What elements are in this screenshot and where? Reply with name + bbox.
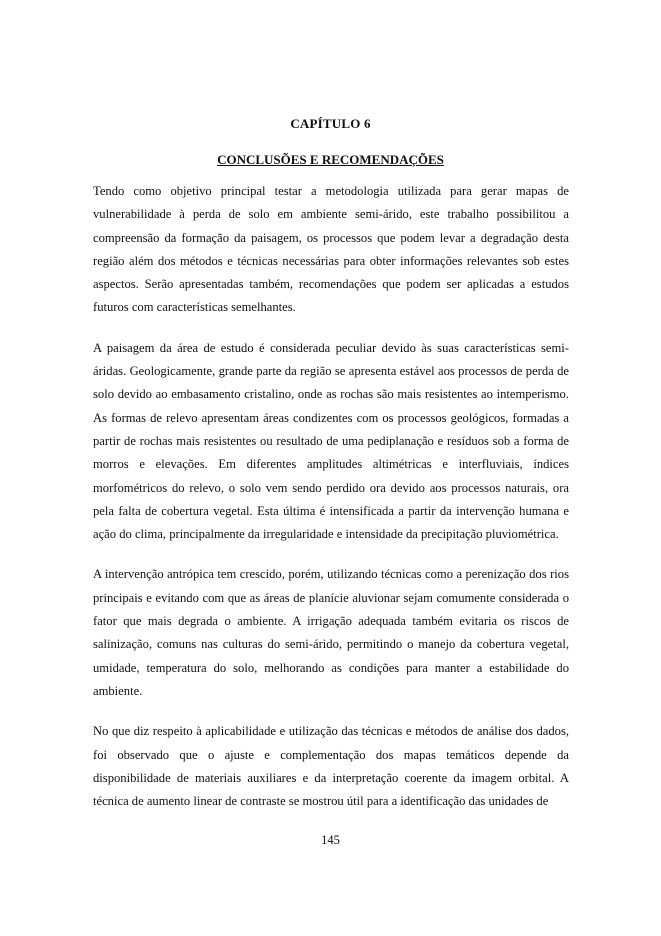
page-number: 145 <box>321 833 340 847</box>
body-text <box>93 180 569 830</box>
paragraph-1: Tendo como objetivo principal testar a metodologia utilizada para gerar mapas de vulnerabilidade à perda de solo em ambiente semi-árido, este trabalho possibilitou a compreensão da formação da paisagem, os processos que podem levar a degradação desta região além dos métodos e técnicas necessárias para obter informações relevantes sob estes aspectos. Serão apresentadas também, recomendações que podem ser aplicadas a estudos futuros com características semelhantes. <box>93 184 569 315</box>
chapter-label: CAPÍTULO 6 <box>290 116 371 131</box>
chapter-title: CONCLUSÕES E RECOMENDAÇÕES <box>217 152 444 167</box>
paragraph-3: A intervenção antrópica tem crescido, porém, utilizando técnicas como a perenização dos rios principais e evitando com que as áreas de planície aluvionar sejam comumente considerada o fator que mais degrada o ambiente. A irrigação adequada também evitaria os riscos de salinização, comuns nas culturas do semi-árido, permitindo o manejo da cobertura vegetal, umidade, temperatura do solo, melhorando as condições para manter a estabilidade do ambiente. <box>93 567 569 698</box>
paragraph-4: No que diz respeito à aplicabilidade e utilização das técnicas e métodos de análise dos dados, foi observado que o ajuste e complementação dos mapas temáticos depende da disponibilidade de materiais auxiliares e da interpretação coerente da imagem orbital. A técnica de aumento linear de contraste se mostrou útil para a identificação das unidades de <box>93 724 569 809</box>
paragraph-2: A paisagem da área de estudo é considerada peculiar devido às suas características semi-áridas. Geologicamente, grande parte da região se apresenta estável aos processos de perda de solo devido ao embasamento cristalino, onde as rochas são mais resistentes ao intemperismo. As formas de relevo apresentam áreas condizentes com os processos geológicos, formadas a partir de rochas mais resistentes ou resultado de uma pediplanação e resíduos sob a forma de morros e elevações. Em diferentes amplitudes altimétricas e interfluviais, índices morfométricos do relevo, o solo vem sendo perdido ora devido aos processos naturais, ora pela falta de cobertura vegetal. Esta última é intensificada a partir da intervenção humana e ação do clima, principalmente da irregularidade e intensidade da precipitação pluviométrica. <box>93 340 569 542</box>
